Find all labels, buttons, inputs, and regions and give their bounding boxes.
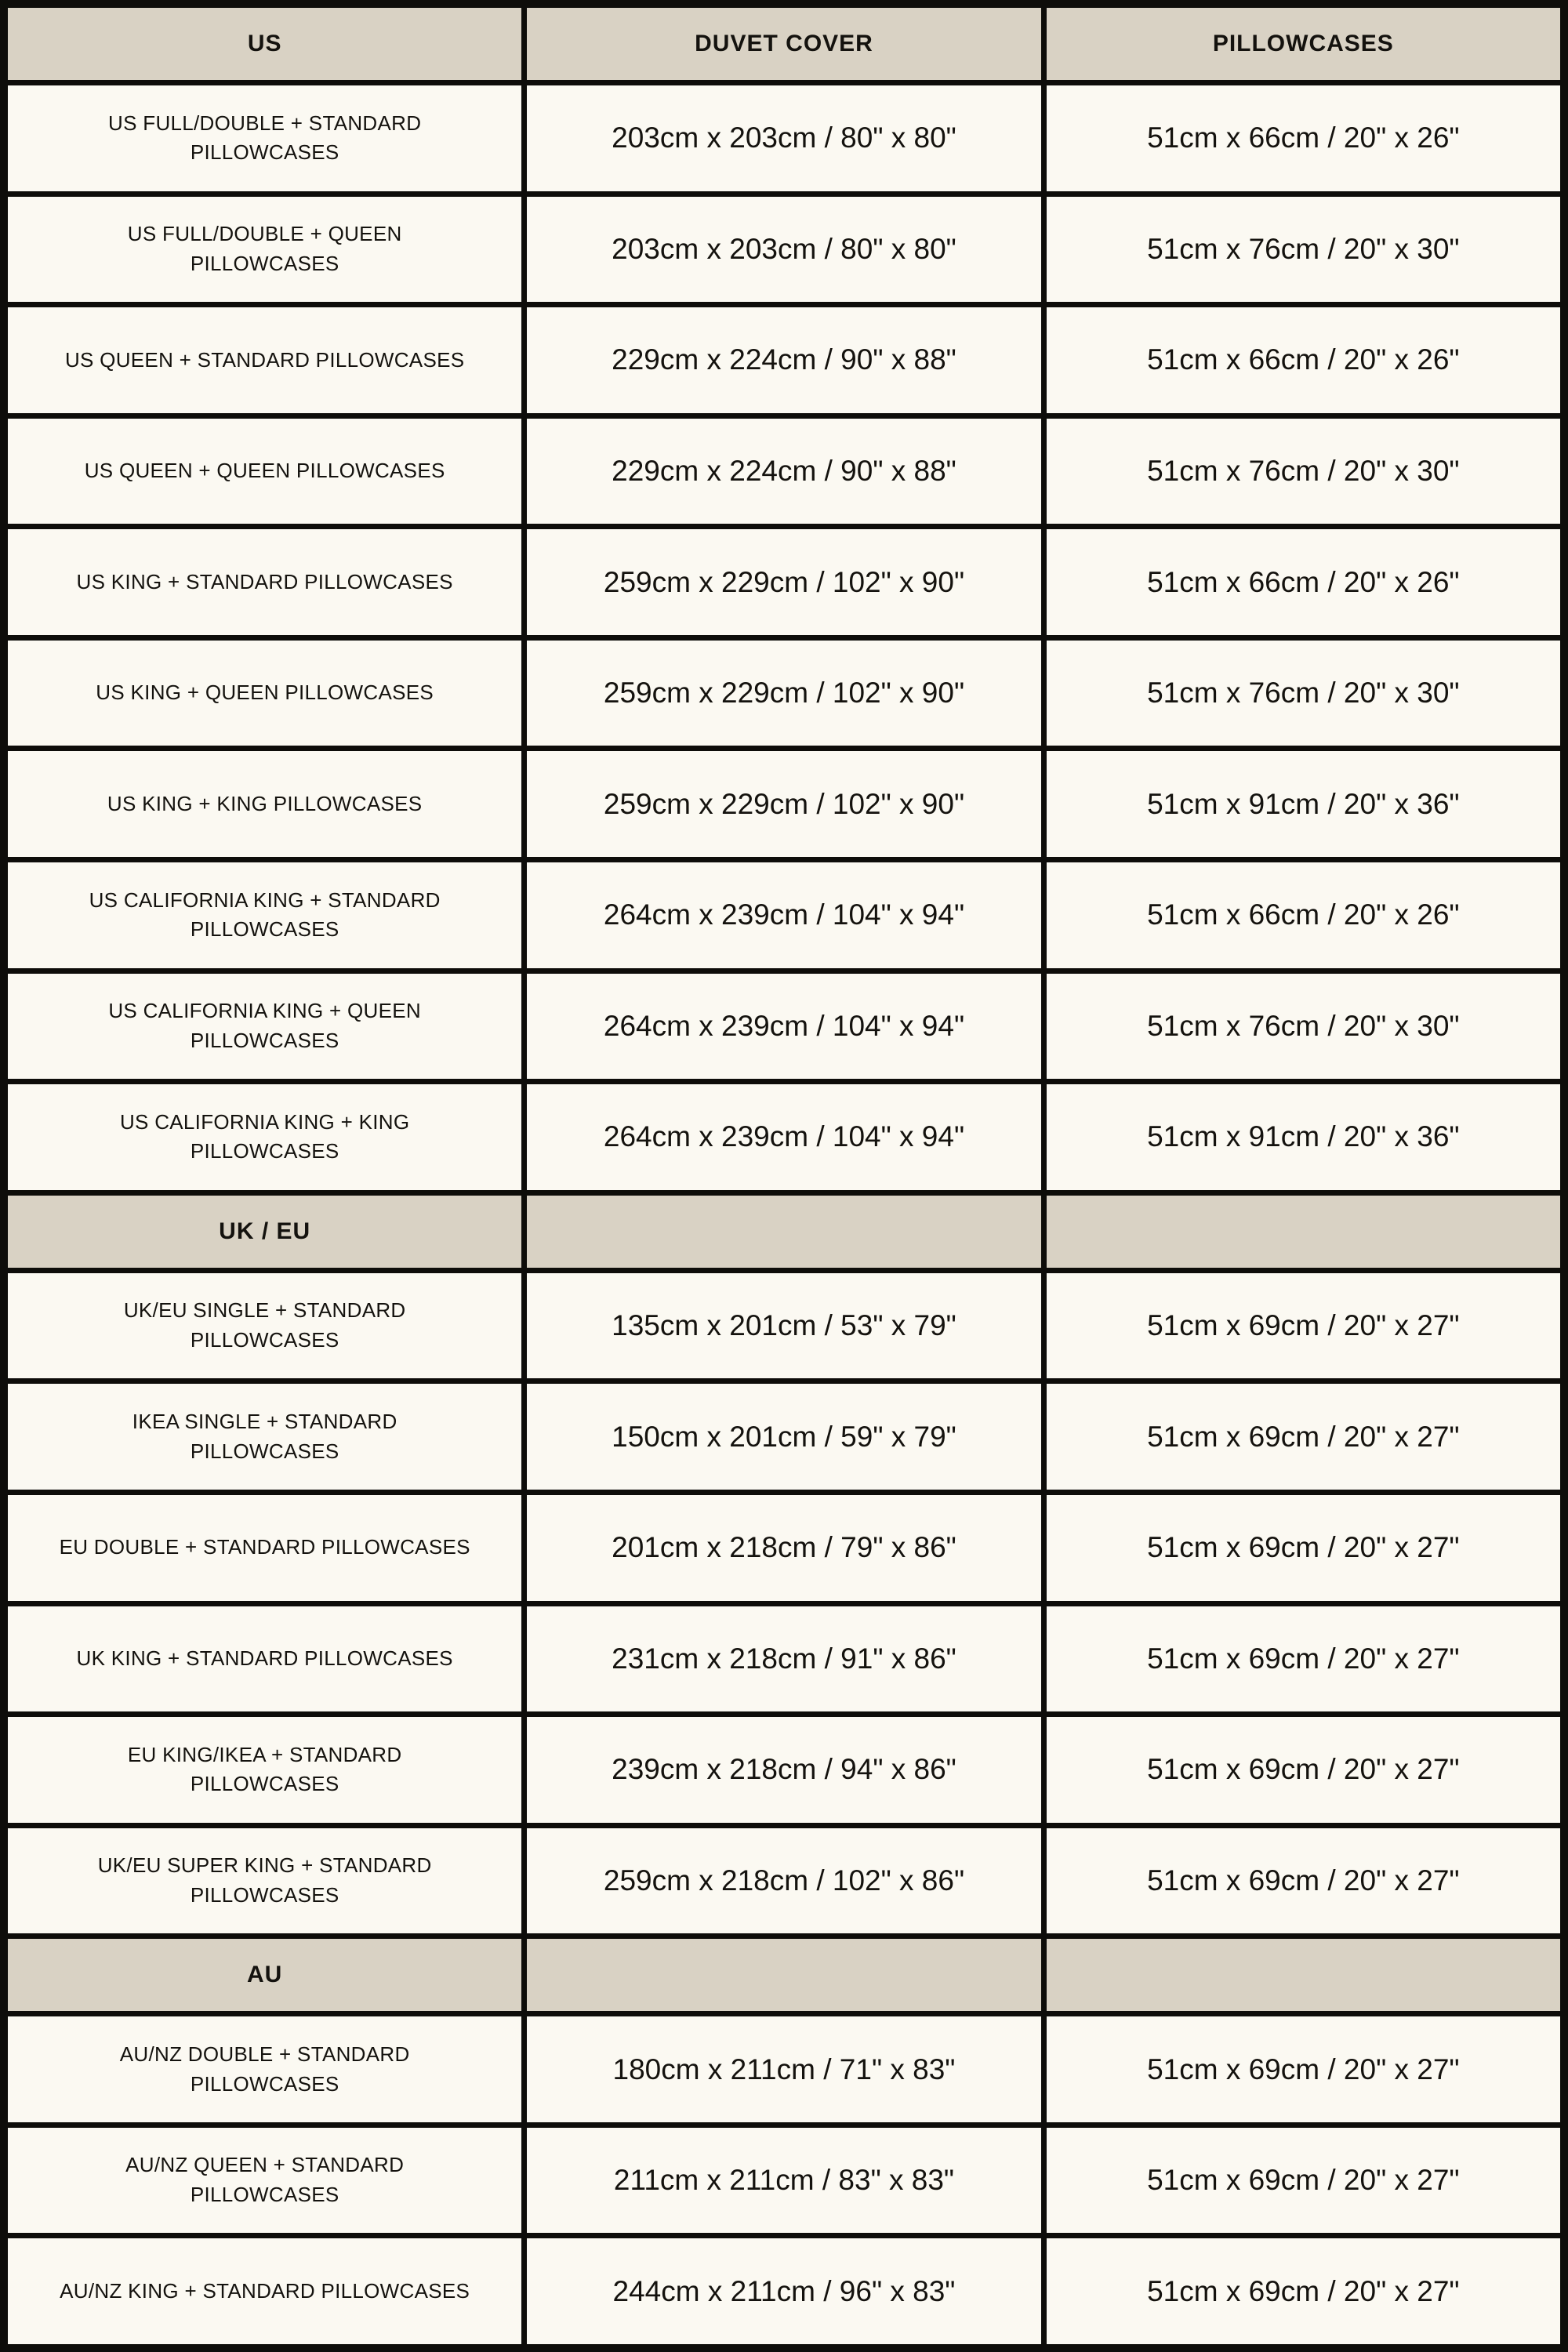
- pillowcase-size: 51cm x 76cm / 20" x 30": [1047, 419, 1560, 524]
- section-header-spacer: [1047, 1196, 1560, 1268]
- pillowcase-size: 51cm x 69cm / 20" x 27": [1047, 1384, 1560, 1490]
- pillowcase-size: 51cm x 69cm / 20" x 27": [1047, 1273, 1560, 1379]
- row-label: AU/NZ QUEEN + STANDARD PILLOWCASES: [8, 2128, 521, 2234]
- column-header-duvet-cover: DUVET COVER: [527, 8, 1040, 80]
- duvet-cover-size: 264cm x 239cm / 104" x 94": [527, 974, 1040, 1080]
- row-label: US CALIFORNIA KING + STANDARD PILLOWCASES: [8, 862, 521, 968]
- row-label: EU DOUBLE + STANDARD PILLOWCASES: [8, 1495, 521, 1601]
- duvet-cover-size: 239cm x 218cm / 94" x 86": [527, 1717, 1040, 1823]
- duvet-cover-size: 203cm x 203cm / 80" x 80": [527, 85, 1040, 191]
- row-label: UK KING + STANDARD PILLOWCASES: [8, 1606, 521, 1712]
- pillowcase-size: 51cm x 69cm / 20" x 27": [1047, 2128, 1560, 2234]
- pillowcase-size: 51cm x 91cm / 20" x 36": [1047, 1084, 1560, 1190]
- duvet-cover-size: 264cm x 239cm / 104" x 94": [527, 862, 1040, 968]
- row-label: US KING + QUEEN PILLOWCASES: [8, 641, 521, 746]
- section-header-spacer: [1047, 1939, 1560, 2011]
- column-header-pillowcases: PILLOWCASES: [1047, 8, 1560, 80]
- pillowcase-size: 51cm x 76cm / 20" x 30": [1047, 197, 1560, 303]
- duvet-cover-size: 135cm x 201cm / 53" x 79": [527, 1273, 1040, 1379]
- pillowcase-size: 51cm x 66cm / 20" x 26": [1047, 307, 1560, 413]
- pillowcase-size: 51cm x 66cm / 20" x 26": [1047, 862, 1560, 968]
- section-header-au: AU: [8, 1939, 521, 2011]
- row-label: UK/EU SINGLE + STANDARD PILLOWCASES: [8, 1273, 521, 1379]
- row-label: US QUEEN + STANDARD PILLOWCASES: [8, 307, 521, 413]
- row-label: IKEA SINGLE + STANDARD PILLOWCASES: [8, 1384, 521, 1490]
- row-label: EU KING/IKEA + STANDARD PILLOWCASES: [8, 1717, 521, 1823]
- pillowcase-size: 51cm x 66cm / 20" x 26": [1047, 85, 1560, 191]
- pillowcase-size: 51cm x 69cm / 20" x 27": [1047, 1828, 1560, 1934]
- section-header-uk-eu: UK / EU: [8, 1196, 521, 1268]
- duvet-cover-size: 259cm x 218cm / 102" x 86": [527, 1828, 1040, 1934]
- pillowcase-size: 51cm x 69cm / 20" x 27": [1047, 1717, 1560, 1823]
- section-header-spacer: [527, 1196, 1040, 1268]
- row-label: US QUEEN + QUEEN PILLOWCASES: [8, 419, 521, 524]
- row-label: US KING + KING PILLOWCASES: [8, 751, 521, 857]
- pillowcase-size: 51cm x 66cm / 20" x 26": [1047, 529, 1560, 635]
- row-label: US CALIFORNIA KING + KING PILLOWCASES: [8, 1084, 521, 1190]
- row-label: US FULL/DOUBLE + QUEEN PILLOWCASES: [8, 197, 521, 303]
- pillowcase-size: 51cm x 76cm / 20" x 30": [1047, 974, 1560, 1080]
- pillowcase-size: 51cm x 69cm / 20" x 27": [1047, 1606, 1560, 1712]
- row-label: US KING + STANDARD PILLOWCASES: [8, 529, 521, 635]
- duvet-cover-size: 259cm x 229cm / 102" x 90": [527, 529, 1040, 635]
- duvet-cover-size: 211cm x 211cm / 83" x 83": [527, 2128, 1040, 2234]
- column-header-us: US: [8, 8, 521, 80]
- row-label: US CALIFORNIA KING + QUEEN PILLOWCASES: [8, 974, 521, 1080]
- section-header-spacer: [527, 1939, 1040, 2011]
- duvet-cover-size: 244cm x 211cm / 96" x 83": [527, 2238, 1040, 2344]
- row-label: AU/NZ KING + STANDARD PILLOWCASES: [8, 2238, 521, 2344]
- duvet-cover-size: 229cm x 224cm / 90" x 88": [527, 307, 1040, 413]
- pillowcase-size: 51cm x 76cm / 20" x 30": [1047, 641, 1560, 746]
- duvet-cover-size: 259cm x 229cm / 102" x 90": [527, 641, 1040, 746]
- row-label: US FULL/DOUBLE + STANDARD PILLOWCASES: [8, 85, 521, 191]
- pillowcase-size: 51cm x 91cm / 20" x 36": [1047, 751, 1560, 857]
- pillowcase-size: 51cm x 69cm / 20" x 27": [1047, 2016, 1560, 2122]
- row-label: UK/EU SUPER KING + STANDARD PILLOWCASES: [8, 1828, 521, 1934]
- duvet-cover-size: 259cm x 229cm / 102" x 90": [527, 751, 1040, 857]
- duvet-cover-size: 201cm x 218cm / 79" x 86": [527, 1495, 1040, 1601]
- pillowcase-size: 51cm x 69cm / 20" x 27": [1047, 2238, 1560, 2344]
- duvet-cover-size: 264cm x 239cm / 104" x 94": [527, 1084, 1040, 1190]
- pillowcase-size: 51cm x 69cm / 20" x 27": [1047, 1495, 1560, 1601]
- duvet-cover-size: 229cm x 224cm / 90" x 88": [527, 419, 1040, 524]
- duvet-cover-size: 203cm x 203cm / 80" x 80": [527, 197, 1040, 303]
- duvet-cover-size: 180cm x 211cm / 71" x 83": [527, 2016, 1040, 2122]
- duvet-cover-size: 231cm x 218cm / 91" x 86": [527, 1606, 1040, 1712]
- row-label: AU/NZ DOUBLE + STANDARD PILLOWCASES: [8, 2016, 521, 2122]
- duvet-cover-size: 150cm x 201cm / 59" x 79": [527, 1384, 1040, 1490]
